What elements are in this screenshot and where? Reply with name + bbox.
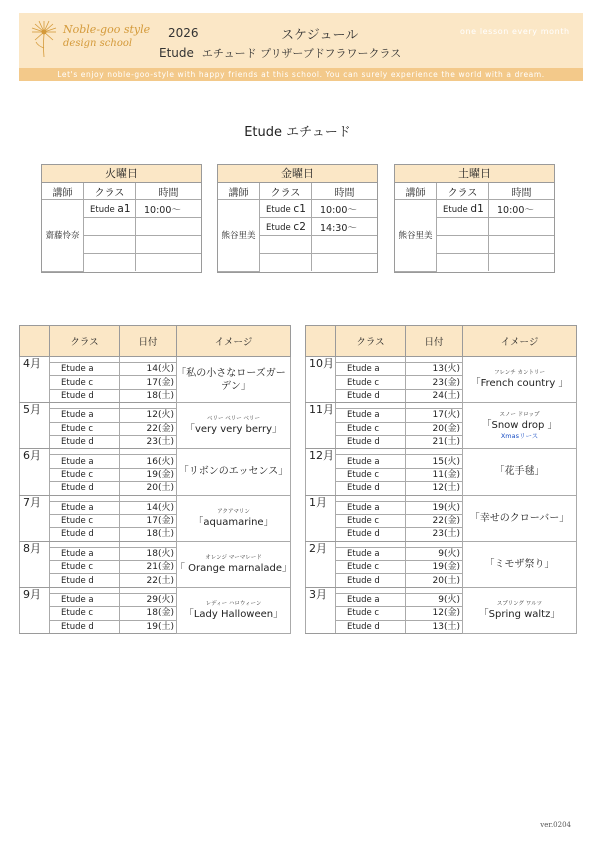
theme-ruby: スノー ドロップ [499,411,540,418]
class-cell [84,200,136,218]
theme-title: ｢ミモザ祭り｣ [489,558,550,570]
time-cell [489,254,555,272]
class-name: Etude d [336,574,406,587]
month-label: 3月 [306,587,336,633]
class-cell [260,218,312,236]
class-cell [437,254,489,272]
class-header: クラス [437,183,489,200]
theme-title: ｢幸せのクローバー｣ [474,512,565,524]
day-heading: 金曜日 [218,165,377,183]
image-header: イメージ [177,326,291,357]
theme-title: ｢Lady Halloween｣ [188,608,279,620]
month-table-right [305,325,577,634]
class-cell [260,200,312,218]
day-table-grid [42,183,201,272]
class-name: Etude d [336,482,406,495]
lesson-date: 24(土) [406,389,463,402]
class-name: Etude c [336,561,406,574]
day-table-header-row [218,183,377,200]
course-subtitle: エチュード プリザーブドフラワークラス [201,47,402,60]
lesson-date: 22(金) [406,514,463,527]
teacher-name: 熊谷里美 [218,200,260,272]
class-name: Etude a [336,363,406,376]
theme-cell [463,587,577,633]
month-label: 7月 [20,495,50,541]
lesson-date: 12(火) [120,409,177,422]
tagline-bar: Let's enjoy noble-goo-style with happy friends at this school. You can surely experience the world with a dream. [19,68,583,81]
theme-ruby: アクアマリン [217,508,250,515]
time-header: 時間 [489,183,555,200]
lesson-date: 23(金) [406,376,463,389]
time-cell: 14:30～ [312,218,378,236]
day-table-row [42,200,201,218]
month-label: 5月 [20,403,50,449]
day-heading: 土曜日 [395,165,554,183]
month-label: 11月 [306,403,336,449]
theme-title: ｢aquamarine｣ [198,516,269,528]
lesson-date: 18(土) [120,528,177,541]
class-name: Etude a [50,363,120,376]
class-cell [437,200,489,218]
class-name: Etude c [50,607,120,620]
class-cell [437,236,489,254]
theme-title: ｢French country ｣ [475,378,564,390]
day-table [394,164,555,273]
teacher-header: 講師 [42,183,84,200]
image-header: イメージ [463,326,577,357]
header-year: 2026 [168,26,199,40]
class-name: Etude a [50,593,120,606]
theme-cell [177,403,291,449]
lesson-date: 22(土) [120,574,177,587]
lesson-date: 18(火) [120,547,177,560]
month-label: 8月 [20,541,50,587]
time-cell [136,236,202,254]
lesson-date: 20(土) [406,574,463,587]
theme-title: ｢Snow drop ｣ [486,419,553,431]
theme-title: ｢ Orange marnalade｣ [180,562,287,574]
class-name: Etude d [50,574,120,587]
day-table-row [395,200,554,218]
class-name: Etude d [336,528,406,541]
lesson-date: 19(金) [120,468,177,481]
lesson-date: 20(土) [120,482,177,495]
lesson-date: 9(火) [406,547,463,560]
class-name: Etude a [336,501,406,514]
lesson-date: 12(土) [406,482,463,495]
class-cell [84,254,136,272]
class-prefix: Etude [266,204,291,215]
lesson-date: 18(金) [120,607,177,620]
month-table-left [19,325,291,634]
theme-note: Xmasリース [500,431,539,440]
class-cell [84,218,136,236]
theme-ruby: オレンジ マーマレード [205,554,262,561]
time-cell: 10:00～ [489,200,555,218]
class-code: d1 [470,202,484,215]
class-name: Etude a [336,455,406,468]
class-name: Etude d [50,528,120,541]
class-code: c1 [293,202,306,215]
theme-title: ｢Spring waltz｣ [483,608,556,620]
month-table-header-row [20,326,291,357]
theme-ruby: スプリング ワルツ [496,600,543,607]
lesson-date: 17(火) [406,409,463,422]
header-tagline-right: one lesson every month [460,27,570,36]
page-title: Etude エチュード [244,125,351,140]
lesson-date: 19(金) [406,561,463,574]
class-cell [260,236,312,254]
month-table-header-row [306,326,577,357]
theme-cell [463,495,577,541]
theme-cell [463,541,577,587]
day-heading: 火曜日 [42,165,201,183]
class-name: Etude a [50,409,120,422]
lesson-date: 23(土) [406,528,463,541]
time-cell [136,218,202,236]
time-cell [312,236,378,254]
theme-cell [177,587,291,633]
theme-ruby: フレンチ カントリー [494,370,545,377]
day-table-grid [218,183,377,272]
day-table-grid [395,183,554,272]
time-cell: 10:00～ [312,200,378,218]
header-title: スケジュール [281,28,359,43]
class-name: Etude a [336,593,406,606]
class-name: Etude c [50,468,120,481]
time-cell [136,254,202,272]
class-header: クラス [84,183,136,200]
class-name: Etude a [50,547,120,560]
time-cell [312,254,378,272]
lesson-date: 23(土) [120,435,177,448]
day-table-header-row [42,183,201,200]
class-prefix: Etude [90,204,115,215]
theme-cell [177,449,291,495]
teacher-header: 講師 [218,183,260,200]
month-label: 12月 [306,449,336,495]
theme-ruby: レディー ハロウィーン [205,600,262,607]
theme-cell [177,495,291,541]
class-name: Etude c [336,376,406,389]
class-name: Etude d [50,435,120,448]
lesson-date: 12(金) [406,607,463,620]
lesson-date: 29(火) [120,593,177,606]
lesson-date: 19(土) [120,620,177,633]
class-name: Etude c [336,422,406,435]
lesson-date: 17(金) [120,514,177,527]
month-header-blank [306,326,336,357]
theme-cell [463,449,577,495]
month-label: 2月 [306,541,336,587]
teacher-name: 齋藤怜奈 [42,200,84,272]
class-code: a1 [117,202,131,215]
class-cell [437,218,489,236]
theme-title: ｢花手毬｣ [499,466,540,478]
class-name: Etude a [336,547,406,560]
class-cell [260,254,312,272]
logo-text-line1: Noble-goo style [63,23,151,36]
theme-title: ｢リボンのエッセンス｣ [183,466,284,478]
class-name: Etude c [336,514,406,527]
class-name: Etude a [50,501,120,514]
class-header: クラス [260,183,312,200]
lesson-date: 16(火) [120,455,177,468]
class-name: Etude d [50,389,120,402]
class-cell [84,236,136,254]
class-name: Etude d [50,620,120,633]
lesson-date: 21(土) [406,435,463,448]
class-name: Etude c [50,422,120,435]
class-name: Etude a [50,455,120,468]
day-table-row [218,200,377,218]
class-name: Etude c [50,561,120,574]
lesson-date: 18(土) [120,389,177,402]
theme-title: ｢very very berry｣ [189,424,278,436]
teacher-header: 講師 [395,183,437,200]
class-header: クラス [336,326,406,357]
teacher-name: 熊谷里美 [395,200,437,272]
month-label: 4月 [20,357,50,403]
month-label: 10月 [306,357,336,403]
time-header: 時間 [136,183,202,200]
lesson-date: 15(火) [406,455,463,468]
version-label: ver.0204 [540,821,571,829]
theme-cell [177,357,291,403]
class-prefix: Etude [266,222,291,233]
class-name: Etude d [50,482,120,495]
class-name: Etude c [50,376,120,389]
lesson-date: 14(火) [120,363,177,376]
class-name: Etude a [336,409,406,422]
logo-text-line2: design school [63,38,133,49]
time-cell: 10:00～ [136,200,202,218]
theme-ruby: ベリー ベリー ベリー [207,416,260,423]
lesson-date: 14(火) [120,501,177,514]
lesson-date: 21(金) [120,561,177,574]
month-header-blank [20,326,50,357]
day-table [41,164,202,273]
class-name: Etude d [336,620,406,633]
month-label: 6月 [20,449,50,495]
class-name: Etude c [336,468,406,481]
class-name: Etude c [50,514,120,527]
dandelion-logo-icon [29,20,59,58]
lesson-date: 13(火) [406,363,463,376]
day-table-header-row [395,183,554,200]
lesson-date: 13(土) [406,620,463,633]
class-prefix: Etude [443,204,468,215]
course-heading [159,45,401,61]
day-table [217,164,378,273]
lesson-date: 11(金) [406,468,463,481]
lesson-date: 22(金) [120,422,177,435]
month-label: 9月 [20,587,50,633]
lesson-date: 20(金) [406,422,463,435]
time-header: 時間 [312,183,378,200]
time-cell [489,236,555,254]
time-cell [489,218,555,236]
theme-cell [463,403,577,449]
lesson-date: 17(金) [120,376,177,389]
class-name: Etude d [336,435,406,448]
theme-cell [177,541,291,587]
theme-cell [463,357,577,403]
class-header: クラス [50,326,120,357]
lesson-date: 19(火) [406,501,463,514]
date-header: 日付 [406,326,463,357]
class-name: Etude c [336,607,406,620]
theme-title: ｢私の小さなローズガーデン｣ [181,367,286,392]
lesson-date: 9(火) [406,593,463,606]
course-name: Etude [159,46,194,60]
class-code: c2 [293,220,306,233]
month-label: 1月 [306,495,336,541]
class-name: Etude d [336,389,406,402]
date-header: 日付 [120,326,177,357]
